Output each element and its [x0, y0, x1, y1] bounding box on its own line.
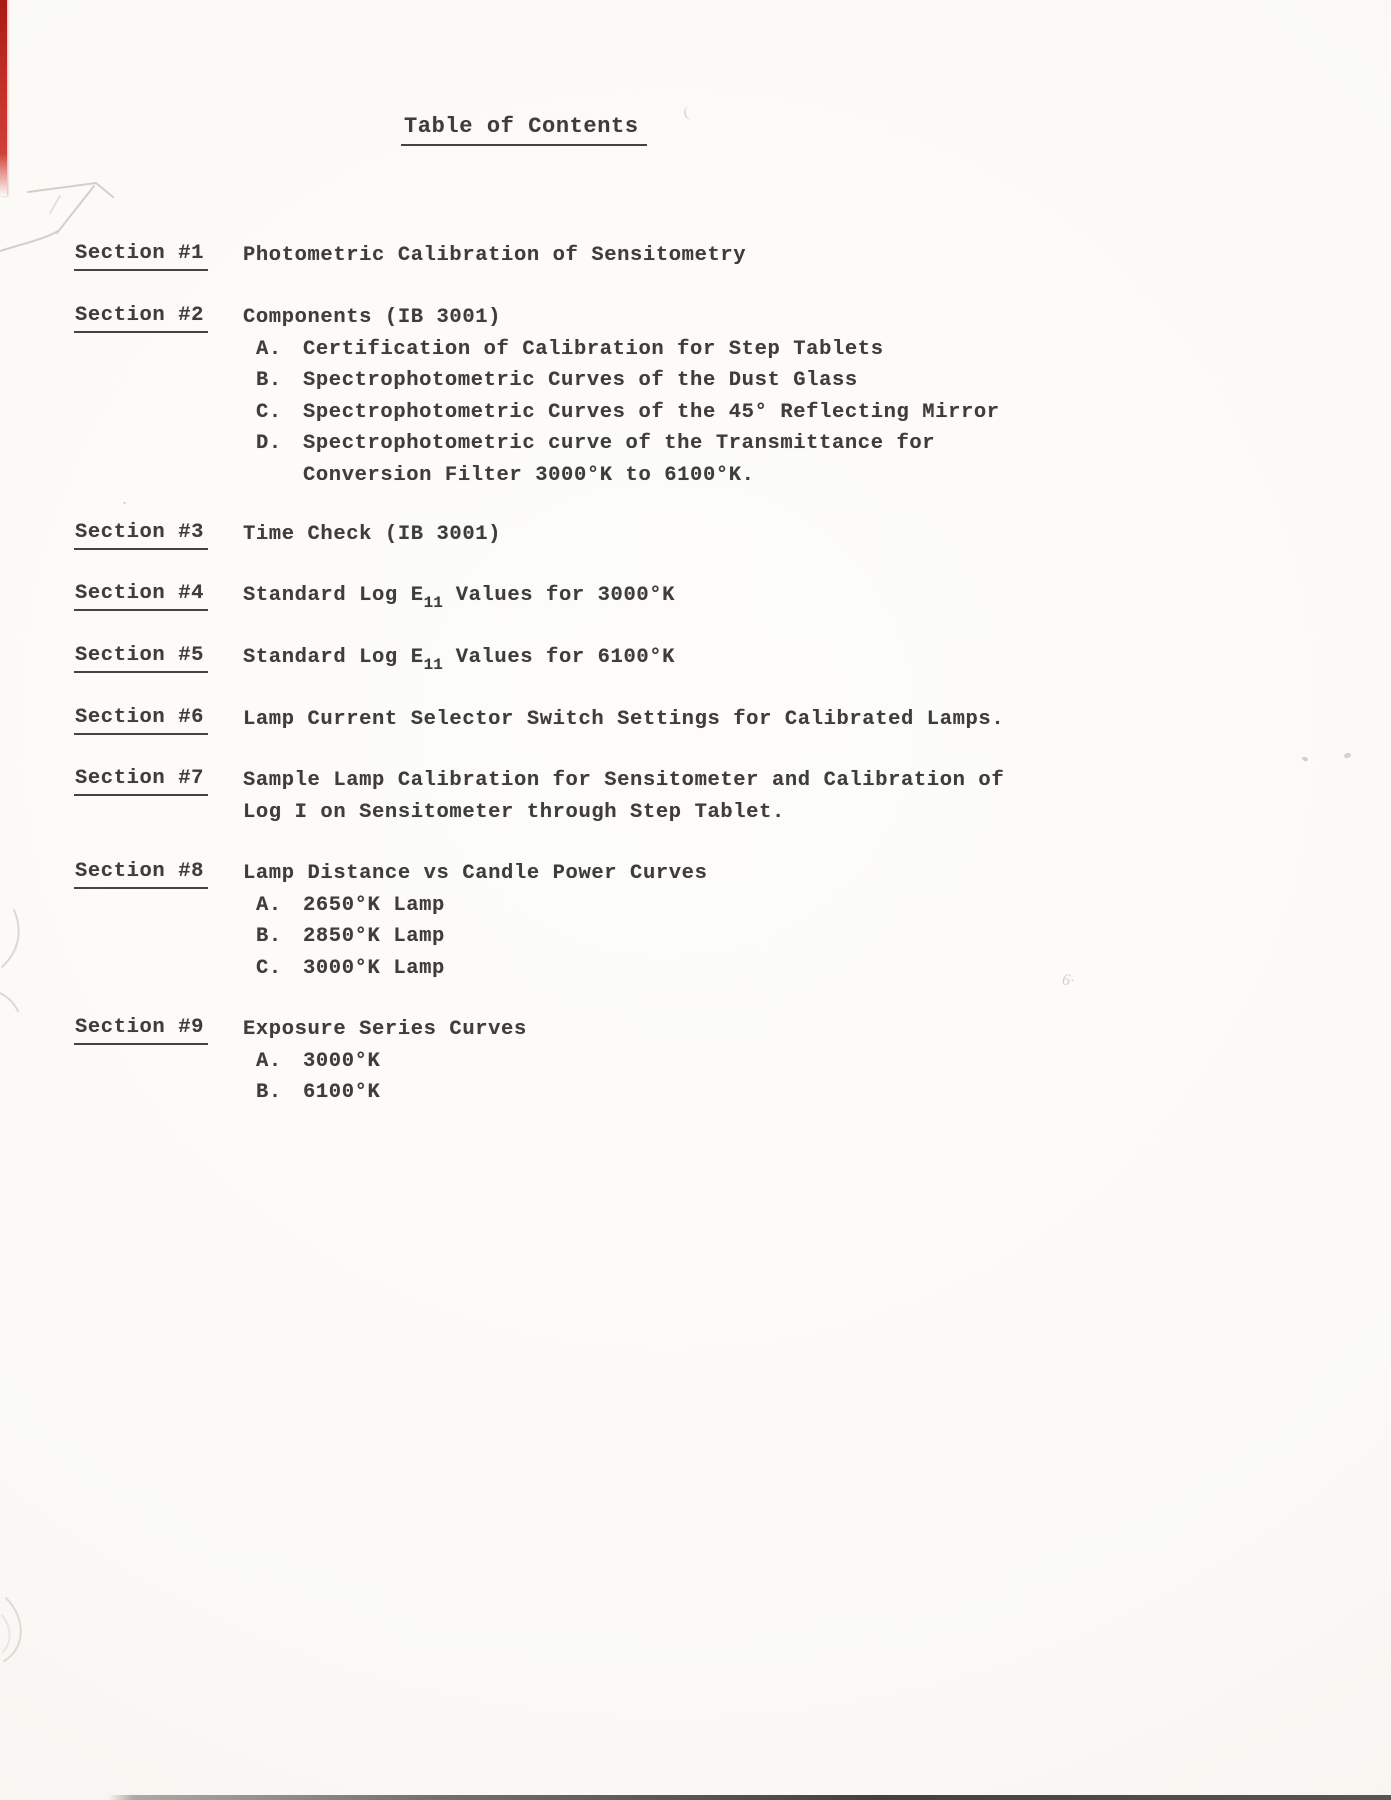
pencil-speck-dot — [1343, 752, 1351, 759]
section-content — [243, 704, 1343, 736]
section-label: Section #2 — [74, 302, 208, 333]
section-label: Section #9 — [74, 1014, 208, 1045]
section-label: Section #7 — [74, 765, 208, 796]
toc-subitem: B. 2850°K Lamp — [243, 921, 1343, 953]
toc-line: Photometric Calibration of Sensitometry — [243, 244, 747, 267]
section-content — [243, 519, 1343, 551]
toc-subitem: C. Spectrophotometric Curves of the 45° Reflecting Mirror — [243, 397, 1343, 429]
section-label: Section #3 — [74, 519, 208, 550]
toc-line: Standard Log $E_{11}$ Values for 3000°K — [243, 584, 676, 612]
toc-line: Lamp Current Selector Switch Settings for Calibrated Lamps. — [243, 708, 1005, 731]
toc-line: Conversion Filter 3000°K to 6100°K. — [303, 463, 755, 487]
section-content — [243, 1014, 1343, 1109]
subitem-letter: B. — [256, 1081, 282, 1104]
toc-line: Exposure Series Curves — [243, 1018, 527, 1041]
section-label: Section #4 — [74, 580, 208, 611]
toc-line: Time Check (IB 3001) — [243, 523, 502, 546]
section-content — [243, 302, 1343, 491]
toc-subitem: A. 2650°K Lamp — [243, 890, 1343, 922]
subitem-letter: A. — [256, 337, 282, 361]
section-label: Section #6 — [74, 704, 208, 735]
scan-bottom-edge — [108, 1795, 1391, 1800]
section-label: Section #8 — [74, 858, 208, 889]
subitem-letter: B. — [256, 925, 282, 948]
section-content — [243, 642, 1343, 675]
pencil-speck-dot — [1301, 756, 1308, 762]
subitem-letter: C. — [256, 400, 282, 424]
section-label: Section #1 — [74, 240, 208, 271]
toc-subitem: A. 3000°K — [243, 1046, 1343, 1078]
subitem-letter: A. — [256, 1049, 282, 1073]
page-title: Table of Contents — [401, 114, 647, 146]
section-content — [243, 240, 1343, 272]
subitem-letter: B. — [256, 369, 282, 392]
section-content — [243, 858, 1343, 984]
toc-subitem: D. Spectrophotometric curve of the Transmittance for — [243, 428, 1343, 460]
toc-line: Log I on Sensitometer through Step Tablet. — [243, 800, 785, 824]
toc-subitem: B. 6100°K — [243, 1077, 1343, 1109]
toc-line: Sample Lamp Calibration for Sensitometer and Calibration of — [243, 769, 1005, 792]
toc-line: Lamp Distance vs Candle Power Curves — [243, 862, 708, 885]
subitem-letter: D. — [256, 432, 282, 455]
subitem-letter: C. — [256, 956, 282, 980]
section-content — [243, 765, 1343, 828]
pencil-note: 6· — [1060, 971, 1076, 990]
toc-subitem: C. 3000°K Lamp — [243, 953, 1343, 985]
pencil-tick: ` — [122, 500, 128, 517]
section-label: Section #5 — [74, 642, 208, 673]
section-content — [243, 580, 1343, 613]
toc-subitem: B. Spectrophotometric Curves of the Dust Glass — [243, 365, 1343, 397]
pencil-speck: ( — [682, 105, 691, 122]
toc-line: Components (IB 3001) — [243, 306, 502, 329]
toc-subitem: A. Certification of Calibration for Step Tablets — [243, 334, 1343, 366]
toc-line: Standard Log $E_{11}$ Values for 6100°K — [243, 646, 676, 674]
red-scan-mark — [0, 0, 7, 196]
subitem-letter: A. — [256, 893, 282, 917]
